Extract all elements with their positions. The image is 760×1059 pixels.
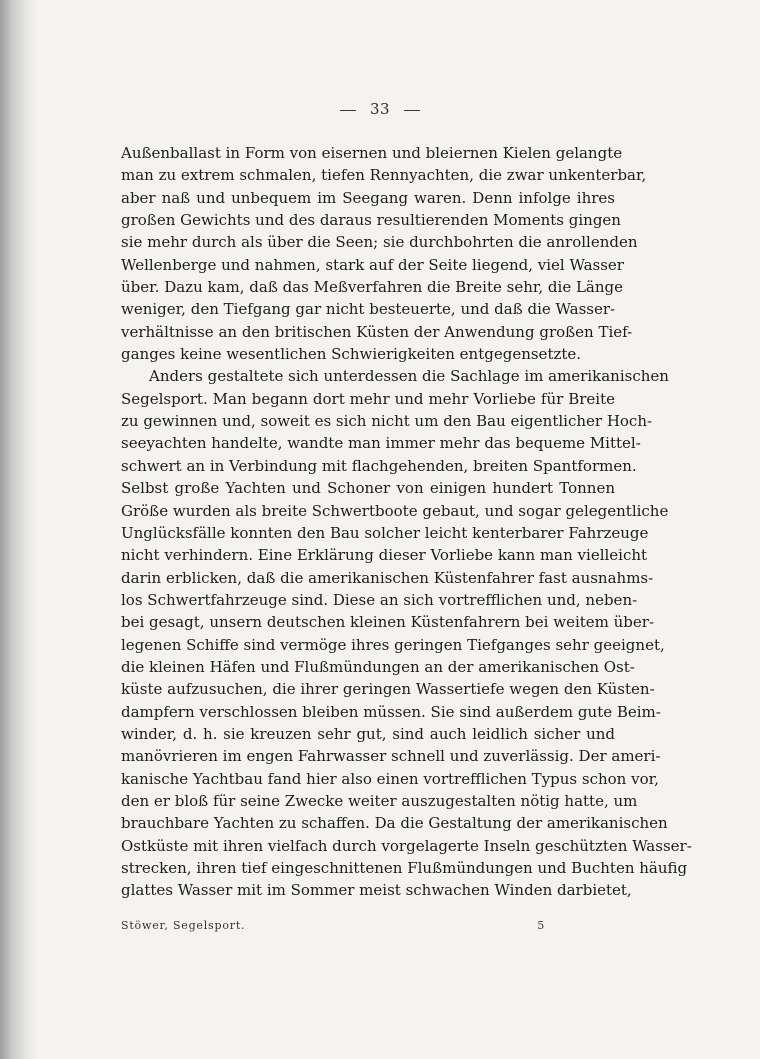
text-line: manövrieren im engen Fahrwasser schnell und zuverlässig. Der ameri-	[121, 747, 661, 766]
footer-author-title: Stöwer, Segelsport.	[121, 919, 246, 932]
text-line: seeyachten handelte, wandte man immer mehr das bequeme Mittel-	[121, 434, 641, 453]
text-line: winder, d. h. sie kreuzen sehr gut, sind auch leidlich sicher und	[121, 724, 615, 743]
page-number: 33	[369, 100, 391, 118]
text-line: Außenballast in Form von eisernen und bleiernen Kielen gelangte	[121, 144, 623, 162]
text-line: Segelsport. Man begann dort mehr und mehr Vorliebe für Breite	[121, 389, 615, 408]
paragraph-1	[121, 142, 647, 365]
text-line: kanische Yachtbau fand hier also einen vortrefflichen Typus schon vor,	[121, 769, 659, 788]
page-header	[0, 100, 760, 118]
text-line: über. Dazu kam, daß das Meßverfahren die Breite sehr, die Länge	[121, 278, 624, 297]
text-line: Unglücksfälle konnten den Bau solcher leicht kenterbarer Fahrzeuge	[121, 523, 649, 542]
text-line: brauchbare Yachten zu schaffen. Da die Gestaltung der amerikanischen	[121, 814, 668, 833]
header-dash-left	[340, 110, 356, 111]
text-line: küste aufzusuchen, die ihrer geringen Wassertiefe wegen den Küsten-	[121, 680, 655, 699]
paragraph-2	[121, 365, 692, 901]
body-text	[121, 142, 692, 902]
text-line: großen Gewichts und des daraus resultierenden Moments gingen	[121, 211, 621, 230]
scan-edge-shadow	[0, 0, 38, 1059]
text-line: bei gesagt, unsern deutschen kleinen Küstenfahrern bei weitem über-	[121, 613, 655, 632]
text-line: verhältnisse an den britischen Küsten der Anwendung großen Tief-	[121, 322, 633, 341]
text-line: nicht verhindern. Eine Erklärung dieser Vorliebe kann man vielleicht	[121, 546, 648, 565]
text-line: schwert an in Verbindung mit flachgehenden, breiten Spantformen.	[121, 456, 637, 475]
text-line: glattes Wasser mit im Sommer meist schwachen Winden darbietet,	[121, 881, 632, 900]
text-line: zu gewinnen und, soweit es sich nicht um den Bau eigentlicher Hoch-	[121, 412, 653, 431]
header-dash-right	[404, 110, 420, 111]
text-line: man zu extrem schmalen, tiefen Rennyachten, die zwar unkenterbar,	[121, 166, 647, 185]
text-line: Anders gestaltete sich unterdessen die Sachlage im amerikanischen	[149, 367, 669, 386]
text-line: Wellenberge und nahmen, stark auf der Seite liegend, viel Wasser	[121, 255, 624, 274]
text-line: los Schwertfahrzeuge sind. Diese an sich vortrefflichen und, neben-	[121, 590, 638, 609]
text-line: Selbst große Yachten und Schoner von einigen hundert Tonnen	[121, 479, 615, 498]
text-line: Größe wurden als breite Schwertboote gebaut, und sogar gelegentliche	[121, 501, 669, 520]
text-line: sie mehr durch als über die Seen; sie durchbohrten die anrollenden	[121, 233, 638, 252]
text-line: aber naß und unbequem im Seegang waren. Denn infolge ihres	[121, 188, 615, 207]
text-line: die kleinen Häfen und Flußmündungen an der amerikanischen Ost-	[121, 657, 635, 676]
text-line: Ostküste mit ihren vielfach durch vorgelagerte Inseln geschützten Wasser-	[121, 836, 692, 855]
text-line: strecken, ihren tief eingeschnittenen Flußmündungen und Buchten häufig	[121, 859, 688, 877]
text-line: dampfern verschlossen bleiben müssen. Sie sind außerdem gute Beim-	[121, 702, 661, 721]
page-footer	[121, 919, 545, 932]
text-line: den er bloß für seine Zwecke weiter auszugestalten nötig hatte, um	[121, 791, 638, 810]
text-line: weniger, den Tiefgang gar nicht besteuerte, und daß die Wasser-	[121, 300, 616, 319]
text-line: legenen Schiffe sind vermöge ihres geringen Tiefganges sehr geeignet,	[121, 635, 665, 654]
text-line: darin erblicken, daß die amerikanischen Küstenfahrer fast ausnahms-	[121, 568, 654, 587]
text-line: ganges keine wesentlichen Schwierigkeiten entgegensetzte.	[121, 345, 582, 364]
footer-signature-mark: 5	[537, 919, 545, 932]
